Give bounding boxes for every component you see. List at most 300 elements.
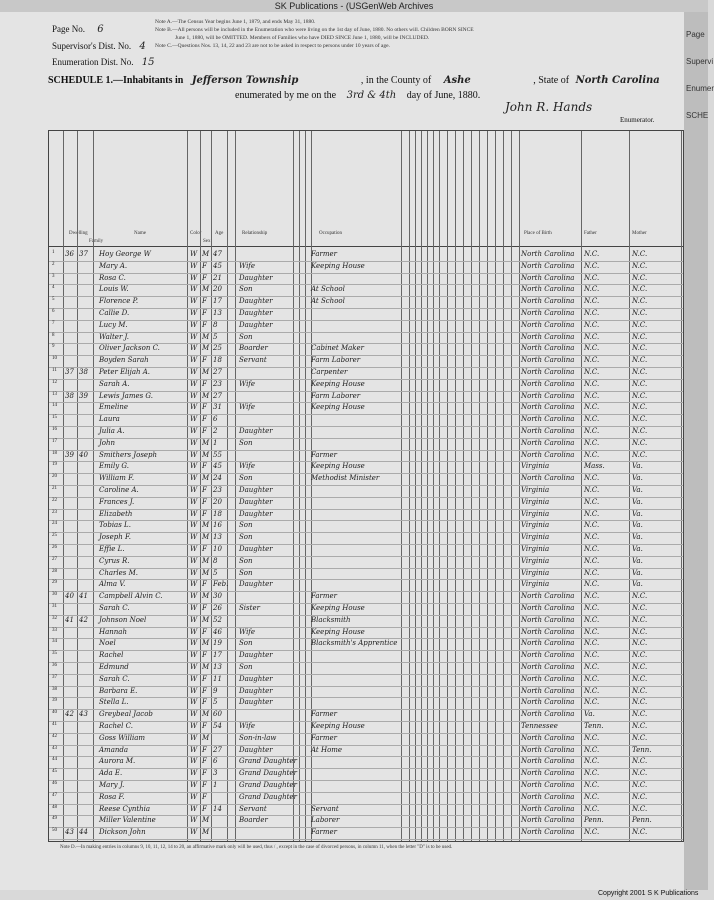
table-row [49, 674, 683, 686]
cell-name: Mary J. [99, 781, 125, 789]
cell-n: 28 [52, 568, 57, 574]
cell-c: W [190, 474, 198, 483]
cell-n: 43 [52, 745, 57, 751]
cell-s: F [202, 651, 207, 660]
cell-s: F [202, 379, 207, 388]
cell-f: Penn. [584, 816, 604, 825]
enumerator-signature: John R. Hands [505, 100, 593, 114]
cell-m: N.C. [632, 273, 648, 282]
edge-text-2: Supervi [686, 57, 714, 66]
cell-c: W [190, 792, 198, 801]
cell-n: 38 [52, 686, 57, 692]
cell-s: F [202, 627, 207, 636]
cell-c: W [190, 391, 198, 400]
cell-n: 23 [52, 509, 57, 515]
cell-pob: North Carolina [521, 781, 575, 789]
cell-rel: Daughter [239, 309, 273, 317]
cell-name: Barbara E. [99, 686, 138, 695]
row-rule [49, 839, 683, 840]
watermark-text: SK Publications - (USGenWeb Archives [274, 1, 434, 11]
cell-s: F [202, 781, 207, 789]
cell-c: W [190, 580, 198, 589]
cell-s: F [202, 545, 207, 553]
cell-m: N.C. [632, 769, 648, 778]
cell-c: W [190, 769, 198, 778]
cell-name: William F. [99, 474, 135, 483]
cell-f: N.C. [584, 332, 600, 341]
cell-n: 27 [52, 556, 57, 562]
cell-n: 45 [52, 769, 57, 775]
cell-f: Tenn. [584, 722, 604, 730]
cell-name: Sarah C. [99, 604, 130, 612]
cell-name: Sarah C. [99, 674, 130, 683]
cell-n: 11 [52, 368, 57, 373]
cell-rel: Son [239, 556, 253, 565]
cell-a: 13 [213, 663, 222, 671]
cell-a: 17 [213, 297, 222, 306]
supervisor-line [52, 41, 146, 52]
enumerator-label: Enumerator. [620, 116, 655, 124]
cell-a: 17 [213, 651, 222, 660]
cell-s: F [202, 403, 207, 412]
note-b-cont: June 1, 1880, will be OMITTED. Members of Families who have DIED SINCE June 1, 1880, will be INCLUDED. [175, 35, 430, 41]
cell-m: N.C. [632, 792, 648, 801]
cell-a: 55 [213, 450, 222, 459]
table-row [49, 638, 683, 650]
cell-f: N.C. [584, 344, 600, 353]
cell-name: Joseph F. [99, 533, 131, 542]
cell-a: 19 [213, 639, 222, 648]
cell-c: W [190, 273, 198, 282]
cell-a: 26 [213, 604, 222, 612]
cell-occ: Blacksmith [311, 615, 351, 624]
table-row [49, 461, 683, 473]
cell-s: M [202, 710, 210, 719]
cell-f: Va. [584, 710, 595, 719]
cell-a: 16 [213, 521, 222, 530]
cell-a: 54 [213, 722, 222, 730]
table-row [49, 273, 683, 285]
cell-pob: North Carolina [521, 356, 575, 365]
cell-n: 17 [52, 438, 57, 444]
cell-f: N.C. [584, 415, 600, 424]
cell-pob: Virginia [521, 545, 550, 553]
cell-m: N.C. [632, 604, 648, 612]
cell-occ: Farmer [311, 828, 338, 837]
cell-c: W [190, 745, 198, 754]
cell-rel: Son [239, 285, 253, 294]
cell-n: 48 [52, 804, 57, 810]
cell-a: 2 [213, 427, 218, 435]
cell-s: F [202, 792, 207, 801]
cell-a: 5 [213, 332, 218, 341]
cell-rel: Daughter [239, 698, 273, 707]
cell-n: 22 [52, 497, 57, 503]
cell-n: 40 [52, 710, 57, 716]
cell-f: N.C. [584, 568, 600, 577]
col-color: Color [190, 231, 202, 236]
edge-text-1: Page [686, 30, 705, 39]
cell-s: F [202, 698, 207, 707]
cell-pob: North Carolina [521, 674, 575, 683]
cell-f: N.C. [584, 698, 600, 707]
cell-s: M [202, 816, 210, 825]
cell-name: Elizabeth [99, 509, 133, 518]
table-row [49, 308, 683, 320]
cell-m: N.C. [632, 722, 648, 730]
cell-c: W [190, 674, 198, 683]
cell-s: F [202, 674, 207, 683]
table-row [49, 391, 683, 403]
cell-s: F [202, 261, 207, 270]
cell-f: N.C. [584, 745, 600, 754]
cell-f: N.C. [584, 320, 600, 329]
cell-name: Caroline A. [99, 486, 139, 494]
cell-f: N.C. [584, 250, 600, 258]
cell-name: John [99, 438, 116, 447]
col-father: Father [584, 231, 597, 236]
cell-m: N.C. [632, 261, 648, 270]
cell-m: N.C. [632, 710, 648, 719]
table-row [49, 768, 683, 780]
cell-c: W [190, 828, 198, 837]
cell-occ: Keeping House [311, 403, 365, 412]
cell-rel: Wife [239, 627, 256, 636]
cell-fa: 41 [79, 592, 88, 601]
cell-n: 42 [52, 733, 57, 739]
cell-name: Emeline [99, 403, 129, 412]
cell-c: W [190, 415, 198, 424]
cell-c: W [190, 285, 198, 294]
page-number-line [52, 24, 104, 35]
table-row [49, 450, 683, 462]
cell-c: W [190, 604, 198, 612]
cell-name: Walter J. [99, 332, 130, 341]
table-row [49, 544, 683, 556]
col-family: Family [89, 239, 104, 244]
cell-m: N.C. [632, 698, 648, 707]
cell-rel: Daughter [239, 745, 273, 754]
cell-c: W [190, 733, 198, 742]
schedule-line [48, 75, 660, 86]
cell-c: W [190, 450, 198, 459]
cell-s: M [202, 592, 210, 601]
cell-f: N.C. [584, 261, 600, 270]
cell-n: 1 [52, 250, 55, 255]
cell-name: Reese Cynthia [99, 804, 151, 813]
cell-occ: At School [311, 285, 345, 294]
cell-rel: Son [239, 639, 253, 648]
cell-rel: Grand Daughter [239, 769, 297, 778]
cell-name: Ada E. [99, 769, 123, 778]
cell-a: 13 [213, 533, 222, 542]
table-row [49, 627, 683, 639]
cell-m: Va. [632, 545, 643, 553]
cell-m: N.C. [632, 639, 648, 648]
cell-a: 10 [213, 545, 222, 553]
table-row [49, 815, 683, 827]
cell-f: N.C. [584, 368, 600, 376]
cell-name: Julia A. [99, 427, 125, 435]
cell-c: W [190, 368, 198, 376]
table-row [49, 332, 683, 344]
table-row [49, 497, 683, 509]
cell-rel: Wife [239, 379, 256, 388]
cell-m: Va. [632, 497, 643, 506]
cell-c: W [190, 379, 198, 388]
cell-pob: North Carolina [521, 391, 575, 400]
cell-f: N.C. [584, 592, 600, 601]
cell-pob: North Carolina [521, 320, 575, 329]
cell-rel: Daughter [239, 497, 273, 506]
cell-m: N.C. [632, 427, 648, 435]
col-relation: Relationship [242, 231, 268, 236]
cell-s: M [202, 556, 210, 565]
cell-a: 5 [213, 568, 218, 577]
cell-n: 3 [52, 273, 55, 279]
table-row [49, 414, 683, 426]
cell-pob: North Carolina [521, 379, 575, 388]
cell-f: N.C. [584, 450, 600, 459]
enumeration-label: Enumeration Dist. No. [52, 57, 134, 67]
cell-f: N.C. [584, 639, 600, 648]
cell-c: W [190, 686, 198, 695]
table-row [49, 284, 683, 296]
enumeration-line [52, 57, 154, 68]
cell-pob: North Carolina [521, 698, 575, 707]
cell-name: Charles M. [99, 568, 138, 577]
cell-f: N.C. [584, 486, 600, 494]
cell-f: N.C. [584, 604, 600, 612]
table-row [49, 426, 683, 438]
cell-rel: Daughter [239, 486, 273, 494]
cell-name: Callie D. [99, 309, 130, 317]
cell-occ: Keeping House [311, 627, 365, 636]
cell-pob: North Carolina [521, 592, 575, 601]
cell-occ: At Home [311, 745, 343, 754]
cell-dw: 41 [65, 615, 74, 624]
cell-name: Frances J. [99, 497, 135, 506]
cell-pob: Virginia [521, 521, 550, 530]
cell-a: 8 [213, 556, 218, 565]
enumeration-number: 15 [141, 57, 155, 68]
cell-a: 5 [213, 698, 218, 707]
cell-f: N.C. [584, 792, 600, 801]
cell-pob: Virginia [521, 462, 550, 471]
cell-pob: North Carolina [521, 344, 575, 353]
cell-pob: North Carolina [521, 792, 575, 801]
cell-c: W [190, 722, 198, 730]
cell-f: N.C. [584, 757, 600, 766]
note-b: Note B.—All persons will be included in the Enumeration who were living on the 1st day of June, 1880. No others will. Children BORN SINCE [155, 27, 474, 33]
cell-c: W [190, 533, 198, 542]
cell-rel: Wife [239, 462, 256, 471]
cell-s: F [202, 580, 207, 589]
cell-pob: North Carolina [521, 733, 575, 742]
cell-n: 47 [52, 792, 57, 798]
cell-m: N.C. [632, 344, 648, 353]
cell-c: W [190, 816, 198, 825]
cell-m: Va. [632, 462, 643, 471]
cell-s: M [202, 568, 210, 577]
cell-s: M [202, 332, 210, 341]
cell-name: Smithers Joseph [99, 450, 158, 459]
cell-c: W [190, 344, 198, 353]
cell-pob: North Carolina [521, 427, 575, 435]
cell-c: W [190, 545, 198, 553]
footer-note: Note D.—In making entries in columns 9, 10, 11, 12, 14 to 20, an affirmative mark only will be used, thus / , except in the case of divorced persons, in column 11, when the letter "D" is to be used. [60, 845, 453, 850]
cell-pob: North Carolina [521, 438, 575, 447]
cell-n: 39 [52, 698, 57, 704]
cell-rel: Son [239, 438, 253, 447]
cell-pob: North Carolina [521, 474, 575, 483]
cell-occ: Farmer [311, 250, 338, 258]
cell-f: N.C. [584, 509, 600, 518]
cell-f: N.C. [584, 615, 600, 624]
cell-n: 46 [52, 781, 57, 786]
cell-a: 47 [213, 250, 222, 258]
cell-name: Amanda [99, 745, 129, 754]
table-row [49, 556, 683, 568]
cell-dw: 43 [65, 828, 74, 837]
cell-m: N.C. [632, 297, 648, 306]
cell-m: N.C. [632, 415, 648, 424]
cell-pob: Virginia [521, 486, 550, 494]
cell-n: 9 [52, 344, 55, 350]
cell-occ: Laborer [311, 816, 340, 825]
cell-f: N.C. [584, 497, 600, 506]
cell-f: N.C. [584, 769, 600, 778]
cell-a: 30 [213, 592, 222, 601]
cell-rel: Servant [239, 804, 267, 813]
cell-name: Alma V. [99, 580, 126, 589]
cell-name: Noel [99, 639, 116, 648]
cell-c: W [190, 486, 198, 494]
cell-m: N.C. [632, 757, 648, 766]
table-row [49, 568, 683, 580]
cell-name: Miller Valentine [99, 816, 156, 825]
cell-name: Greybeal Jacob [99, 710, 153, 719]
cell-c: W [190, 663, 198, 671]
cell-c: W [190, 615, 198, 624]
cell-c: W [190, 568, 198, 577]
cell-pob: North Carolina [521, 273, 575, 282]
cell-s: M [202, 533, 210, 542]
cell-rel: Wife [239, 261, 256, 270]
cell-occ: Cabinet Maker [311, 344, 365, 353]
cell-c: W [190, 651, 198, 660]
cell-n: 21 [52, 486, 57, 491]
cell-n: 18 [52, 450, 57, 456]
cell-pob: North Carolina [521, 757, 575, 766]
state-label: , State of [533, 75, 570, 86]
cell-m: N.C. [632, 686, 648, 695]
cell-f: N.C. [584, 533, 600, 542]
cell-n: 34 [52, 639, 57, 645]
cell-n: 13 [52, 391, 57, 397]
cell-a: 25 [213, 344, 222, 353]
cell-n: 4 [52, 285, 55, 291]
enumeration-month: day of June, 1880. [406, 90, 481, 101]
state: North Carolina [575, 75, 660, 86]
cell-c: W [190, 509, 198, 518]
cell-pob: North Carolina [521, 769, 575, 778]
cell-name: Cyrus R. [99, 556, 130, 565]
cell-m: Va. [632, 556, 643, 565]
cell-n: 31 [52, 604, 57, 609]
cell-s: M [202, 285, 210, 294]
col-occupation: Occupation [319, 231, 343, 236]
cell-a: 46 [213, 627, 222, 636]
cell-dw: 40 [65, 592, 74, 601]
cell-m: N.C. [632, 450, 648, 459]
cell-f: N.C. [584, 427, 600, 435]
cell-pob: Virginia [521, 556, 550, 565]
cell-rel: Daughter [239, 686, 273, 695]
cell-pob: North Carolina [521, 651, 575, 660]
cell-rel: Son [239, 663, 253, 671]
cell-a: 11 [213, 674, 222, 683]
cell-name: Campbell Alvin C. [99, 592, 163, 601]
cell-s: F [202, 309, 207, 317]
cell-pob: Virginia [521, 533, 550, 542]
table-row [49, 367, 683, 379]
table-row [49, 296, 683, 308]
cell-occ: Keeping House [311, 379, 365, 388]
cell-m: N.C. [632, 320, 648, 329]
cell-c: W [190, 639, 198, 648]
cell-name: Tobias L. [99, 521, 131, 530]
cell-a: 24 [213, 474, 222, 483]
table-row [49, 721, 683, 733]
cell-s: F [202, 427, 207, 435]
cell-name: Sarah A. [99, 379, 130, 388]
cell-s: F [202, 686, 207, 695]
cell-s: F [202, 297, 207, 306]
adjacent-page-edge [684, 12, 714, 890]
cell-rel: Grand Daughter [239, 781, 297, 789]
cell-s: M [202, 344, 210, 353]
cell-pob: North Carolina [521, 297, 575, 306]
cell-f: N.C. [584, 545, 600, 553]
cell-m: N.C. [632, 627, 648, 636]
cell-s: M [202, 615, 210, 624]
cell-m: Tenn. [632, 745, 652, 754]
cell-dw: 36 [65, 250, 74, 258]
cell-c: W [190, 427, 198, 435]
cell-c: W [190, 497, 198, 506]
cell-rel: Grand Daughter [239, 792, 297, 801]
cell-f: N.C. [584, 651, 600, 660]
cell-f: Mass. [584, 462, 605, 471]
cell-dw: 38 [65, 391, 74, 400]
cell-n: 10 [52, 356, 57, 362]
cell-pob: North Carolina [521, 745, 575, 754]
cell-pob: North Carolina [521, 285, 575, 294]
cell-a: 27 [213, 368, 222, 376]
cell-fa: 39 [79, 391, 88, 400]
cell-occ: Servant [311, 804, 339, 813]
cell-n: 44 [52, 757, 57, 763]
cell-pob: North Carolina [521, 368, 575, 376]
cell-a: 13 [213, 309, 222, 317]
cell-pob: Virginia [521, 568, 550, 577]
copyright: Copyright 2001 S K Publications [598, 890, 699, 897]
cell-f: N.C. [584, 674, 600, 683]
cell-rel: Boarder [239, 816, 268, 825]
cell-c: W [190, 710, 198, 719]
cell-a: Feb. [213, 580, 229, 589]
